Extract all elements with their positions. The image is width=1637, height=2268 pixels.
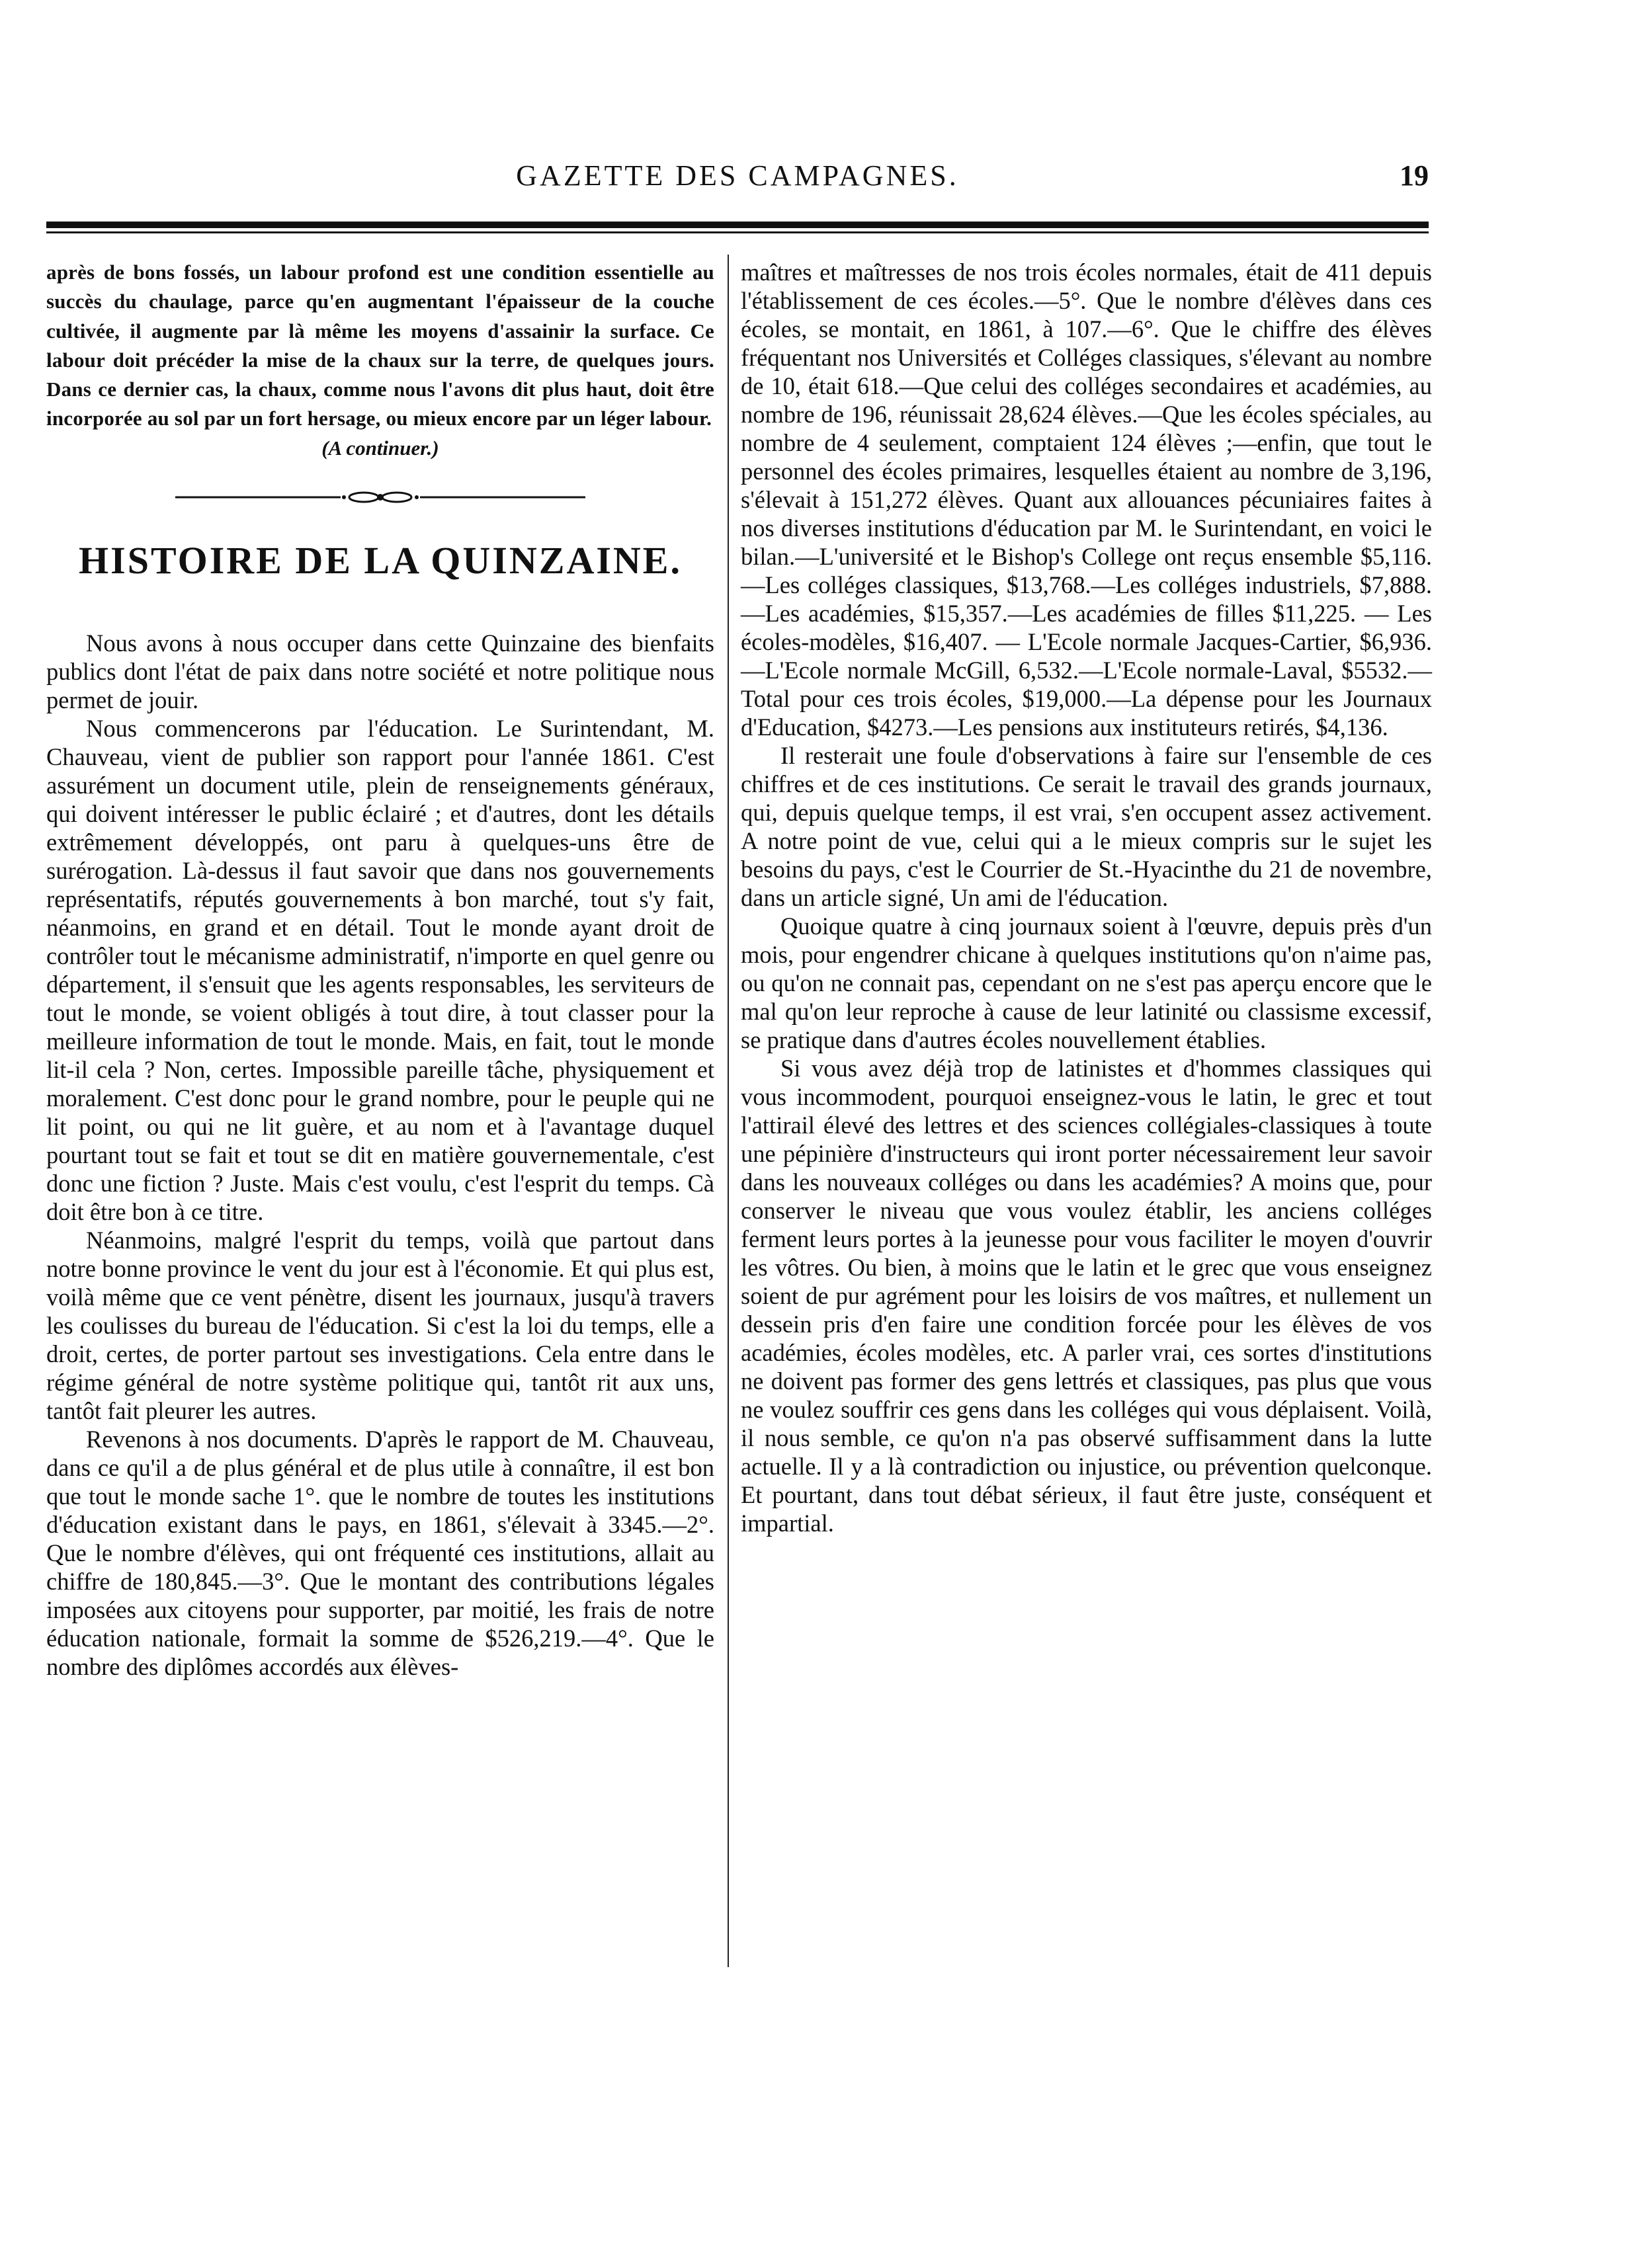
section-heading: HISTOIRE DE LA QUINZAINE. xyxy=(79,538,682,582)
page-number: 19 xyxy=(1400,159,1429,192)
right-column xyxy=(741,258,1432,1537)
article-paragraph: Nous avons à nous occuper dans cette Quinzaine des bienfaits publics dont l'état de paix dans notre société et notre politique nous permet de jouir. xyxy=(46,629,714,713)
to-be-continued-note: (A continuer.) xyxy=(321,436,439,460)
ornamental-divider xyxy=(175,489,585,505)
article-paragraph: maîtres et maîtresses de nos trois écoles normales, était de 411 depuis l'établissement de ces écoles.—5°. Que le nombre d'élèves dans ces écoles, se montait, en 1861, à 107.—6°. Que le chiffre des élèves fréquentant nos Universités et Colléges classiques, s'élevant au nombre de 10, était 618.—Que celui des colléges secondaires et académies, au nombre de 196, réunissait 28,624 élèves.—Que les écoles spéciales, au nombre de 4 seulement, comptaient 124 élèves ;—enfin, que tout le personnel des écoles primaires, lesquelles étaient au nombre de 3,196, s'élevait à 151,272 élèves. Quant aux allouances pécuniaires faites à nos diverses institutions d'éducation par M. le Surintendant, en voici le bilan.—L'université et le Bishop's College ont reçus ensemble $5,116.—Les colléges classiques, $13,768.—Les colléges industriels, $7,888.—Les académies, $15,357.—Les académies de filles $11,225. — Les écoles-modèles, $16,407. — L'Ecole normale Jacques-Cartier, $6,936.—L'Ecole normale McGill, 6,532.—L'Ecole normale-Laval, $5532.—Total pour ces trois écoles, $19,000.—La dépense pour les Journaux d'Education, $4273.—Les pensions aux instituteurs retirés, $4,136. xyxy=(741,259,1432,741)
column-divider xyxy=(728,255,729,1967)
article-paragraph: Il resterait une foule d'observations à faire sur l'ensemble de ces chiffres et de ces institutions. Ce serait le travail des grands journaux, qui, depuis quelque temps, il est vrai, s'en occupent assez activement. A notre point de vue, celui qui a le mieux compris sur le sujet les besoins du pays, c'est le Courrier de St.-Hyacinthe du 21 de novembre, dans un article signé, Un ami de l'éducation. xyxy=(741,742,1432,911)
continued-article-text: après de bons fossés, un labour profond est une condition essentielle au succès du chaulage, parce qu'en augmentant l'épaisseur de la couche cultivée, il augmente par là même les moyens d'assainir la surface. Ce labour doit précéder la mise de la chaux sur la terre, de quelques jours. Dans ce dernier cas, la chaux, comme nous l'avons dit plus haut, doit être incorporée au sol par un fort hersage, ou mieux encore par un léger labour. xyxy=(46,261,714,430)
article-paragraph: Néanmoins, malgré l'esprit du temps, voilà que partout dans notre bonne province le vent du jour est à l'économie. Et qui plus est, voilà même que ce vent pénètre, disent les journaux, jusqu'à travers les coulisses du bureau de l'éducation. Si c'est la loi du temps, elle a droit, certes, de porter partout ses investigations. Cela entre dans le régime général de notre système politique qui, tantôt rit aux uns, tantôt fait pleurer les autres. xyxy=(46,1226,714,1424)
header-rule-thin xyxy=(46,231,1429,233)
header-rule-thick xyxy=(46,222,1429,228)
article-paragraph: Revenons à nos documents. D'après le rapport de M. Chauveau, dans ce qu'il a de plus général et de plus utile à connaître, il est bon que tout le monde sache 1°. que le nombre de toutes les institutions d'éducation existant dans le pays, en 1861, s'élevait à 3345.—2°. Que le nombre d'élèves, qui ont fréquenté ces institutions, allait au chiffre de 180,845.—3°. Que le montant des contributions légales imposées aux citoyens pour supporter, par moitié, les frais de notre éducation nationale, formait la somme de $526,219.—4°. Que le nombre des diplômes accordés aux élèves- xyxy=(46,1425,714,1680)
article-paragraph: Si vous avez déjà trop de latinistes et d'hommes classiques qui vous incommodent, pourquoi enseignez-vous le latin, le grec et tout l'attirail élevé des lettres et des sciences collégiales-classiques à toute une pépinière d'instructeurs qui iront porter nécessairement leur savoir dans les nouveaux colléges ou dans les académies? A moins que, pour conserver le niveau que vous voulez établir, les anciens colléges ferment leurs portes à la jeunesse pour vous faciliter le moyen d'ouvrir les vôtres. Ou bien, à moins que le latin et le grec que vous enseignez soient de pur agrément pour les loisirs de vos maîtres, et nullement un dessein pris d'en faire une condition forcée pour les élèves de vos académies, écoles modèles, etc. A parler vrai, ces sortes d'institutions ne doivent pas former des gens lettrés et classiques, pas plus que vous ne voulez souffrir ces gens dans les colléges qui vous déplaisent. Voilà, il nous semble, ce qu'on n'a pas observé suffisamment dans la lutte actuelle. Il y a là contradiction ou injustice, ou prévention quelconque. Et pourtant, dans tout débat sérieux, il faut être juste, conséquent et impartial. xyxy=(741,1055,1432,1537)
left-column xyxy=(46,258,714,1681)
page-header xyxy=(46,159,1429,198)
article-paragraph: Quoique quatre à cinq journaux soient à l'œuvre, depuis près d'un mois, pour engendrer chicane à quelques institutions qu'on n'aime pas, ou qu'on ne connait pas, cependant on ne s'est pas aperçu encore que le mal qu'on leur reproche à cause de leur latinité ou classisme excessif, se pratique dans d'autres écoles nouvellement établies. xyxy=(741,912,1432,1053)
article-paragraph: Nous commencerons par l'éducation. Le Surintendant, M. Chauveau, vient de publier son rapport pour l'année 1861. C'est assurément un document utile, plein de renseignements généraux, qui doivent intéresser le public éclairé ; et d'autres, dont les détails extrêmement développés, ont paru à quelques-uns être de surérogation. Là-dessus il faut savoir que dans nos gouvernements représentatifs, réputés gouvernements à bon marché, tout s'y fait, néanmoins, en grand et en détail. Tout le monde ayant droit de contrôler tout le mécanisme administratif, n'importe en quel genre ou département, il s'ensuit que les agents responsables, les serviteurs de tout le monde, se voient obligés à tout dire, à tout classer pour la meilleure information de tout le monde. Mais, en fait, tout le monde lit-il cela ? Non, certes. Impossible pareille tâche, physiquement et moralement. C'est donc pour le grand nombre, pour le peuple qui ne lit point, ou qui ne lit guère, et au nom et à l'avantage duquel pourtant tout se fait et tout se dit en matière gouvernementale, c'est donc une fiction ? Juste. Mais c'est voulu, c'est l'esprit du temps. Cà doit être bon à ce titre. xyxy=(46,714,715,1225)
running-title: GAZETTE DES CAMPAGNES. xyxy=(516,159,959,192)
